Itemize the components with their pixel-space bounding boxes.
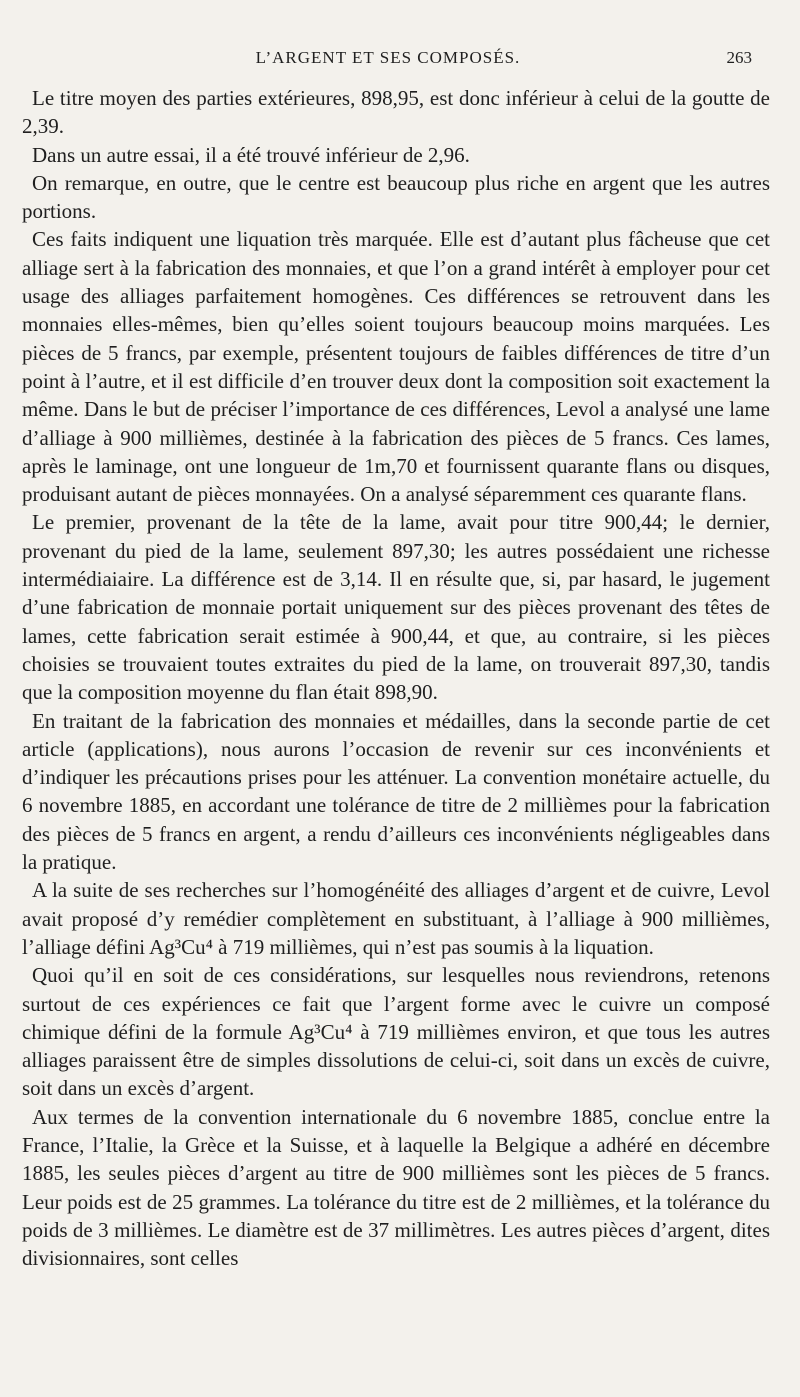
paragraph-3: On remarque, en outre, que le centre est beaucoup plus riche en argent que les autres portions. — [22, 170, 770, 224]
body-text — [22, 84, 770, 1272]
paragraph-2: Dans un autre essai, il a été trouvé inférieur de 2,96. — [32, 142, 470, 167]
paragraph-5: Le premier, provenant de la tête de la lame, avait pour titre 900,44; le dernier, provenant du pied de la lame, seulement 897,30; les autres possédaient une richesse intermédiaiaire. La différence est de 3,14. Il en résulte que, si, par hasard, le jugement d’une fabrication de monnaie portait uniquement sur des pièces provenant des têtes de lames, cette fabrication serait estimée à 900,44, et que, au contraire, si les pièces choisies se trouvaient toutes extraites du pied de la lame, on trouverait 897,30, tandis que la composition moyenne du flan était 898,90. — [22, 510, 770, 705]
running-title: L’ARGENT ET SES COMPOSÉS. — [255, 48, 521, 67]
paragraph-7: A la suite de ses recherches sur l’homogénéité des alliages d’argent et de cuivre, Levol avait proposé d’y remédier complètement en substituant, à l’alliage à 900 millièmes, l’alliage défini Ag³Cu⁴ à 719 millièmes, qui n’est pas soumis à la liquation. — [22, 878, 770, 959]
paragraph-1: Le titre moyen des parties extérieures, 898,95, est donc inférieur à celui de la goutte de 2,39. — [22, 86, 770, 139]
running-header — [24, 48, 752, 72]
paragraph-8: Quoi qu’il en soit de ces considérations, sur lesquelles nous reviendrons, retenons surtout de ces expériences ce fait que l’argent forme avec le cuivre un composé chimique défini de la formule Ag³Cu⁴ à 719 millièmes environ, et que tous les autres alliages paraissent être de simples dissolutions de celui-ci, soit dans un excès de cuivre, soit dans un excès d’argent. — [22, 963, 770, 1101]
paragraph-9: Aux termes de la convention internationale du 6 novembre 1885, conclue entre la France, l’Italie, la Grèce et la Suisse, et à laquelle la Belgique a adhéré en décembre 1885, les seules pièces d’argent au titre de 900 millièmes sont les pièces de 5 francs. Leur poids est de 25 grammes. La tolérance du titre est de 2 millièmes, et la tolérance du poids de 3 millièmes. Le diamètre est de 37 millimètres. Les autres pièces d’argent, dites divisionnaires, sont celles — [22, 1104, 770, 1271]
paragraph-4: Ces faits indiquent une liquation très marquée. Elle est d’autant plus fâcheuse que cet alliage sert à la fabrication des monnaies, et que l’on a grand intérêt à employer pour cet usage des alliages parfaitement homogènes. Ces différences se retrouvent dans les monnaies elles-mêmes, bien qu’elles soient toujours beaucoup moins marquées. Les pièces de 5 francs, par exemple, présentent toujours de faibles différences de titre d’un point à l’autre, et il est difficile d’en trouver deux dont la composition soit exactement la même. Dans le but de préciser l’importance de ces différences, Levol a analysé une lame d’alliage à 900 millièmes, destinée à la fabrication des pièces de 5 francs. Ces lames, après le laminage, ont une longueur de 1m,70 et fournissent quarante flans ou disques, produisant autant de pièces monnayées. On a analysé séparemment ces quarante flans. — [22, 227, 770, 507]
paragraph-6: En traitant de la fabrication des monnaies et médailles, dans la seconde partie de cet article (applications), nous aurons l’occasion de revenir sur ces inconvénients et d’indiquer les précautions prises pour les atténuer. La convention monétaire actuelle, du 6 novembre 1885, en accordant une tolérance de titre de 2 millièmes pour la fabrication des pièces de 5 francs en argent, a rendu d’ailleurs ces inconvénients négligeables dans la pratique. — [22, 708, 770, 875]
page-number: 263 — [726, 48, 752, 67]
